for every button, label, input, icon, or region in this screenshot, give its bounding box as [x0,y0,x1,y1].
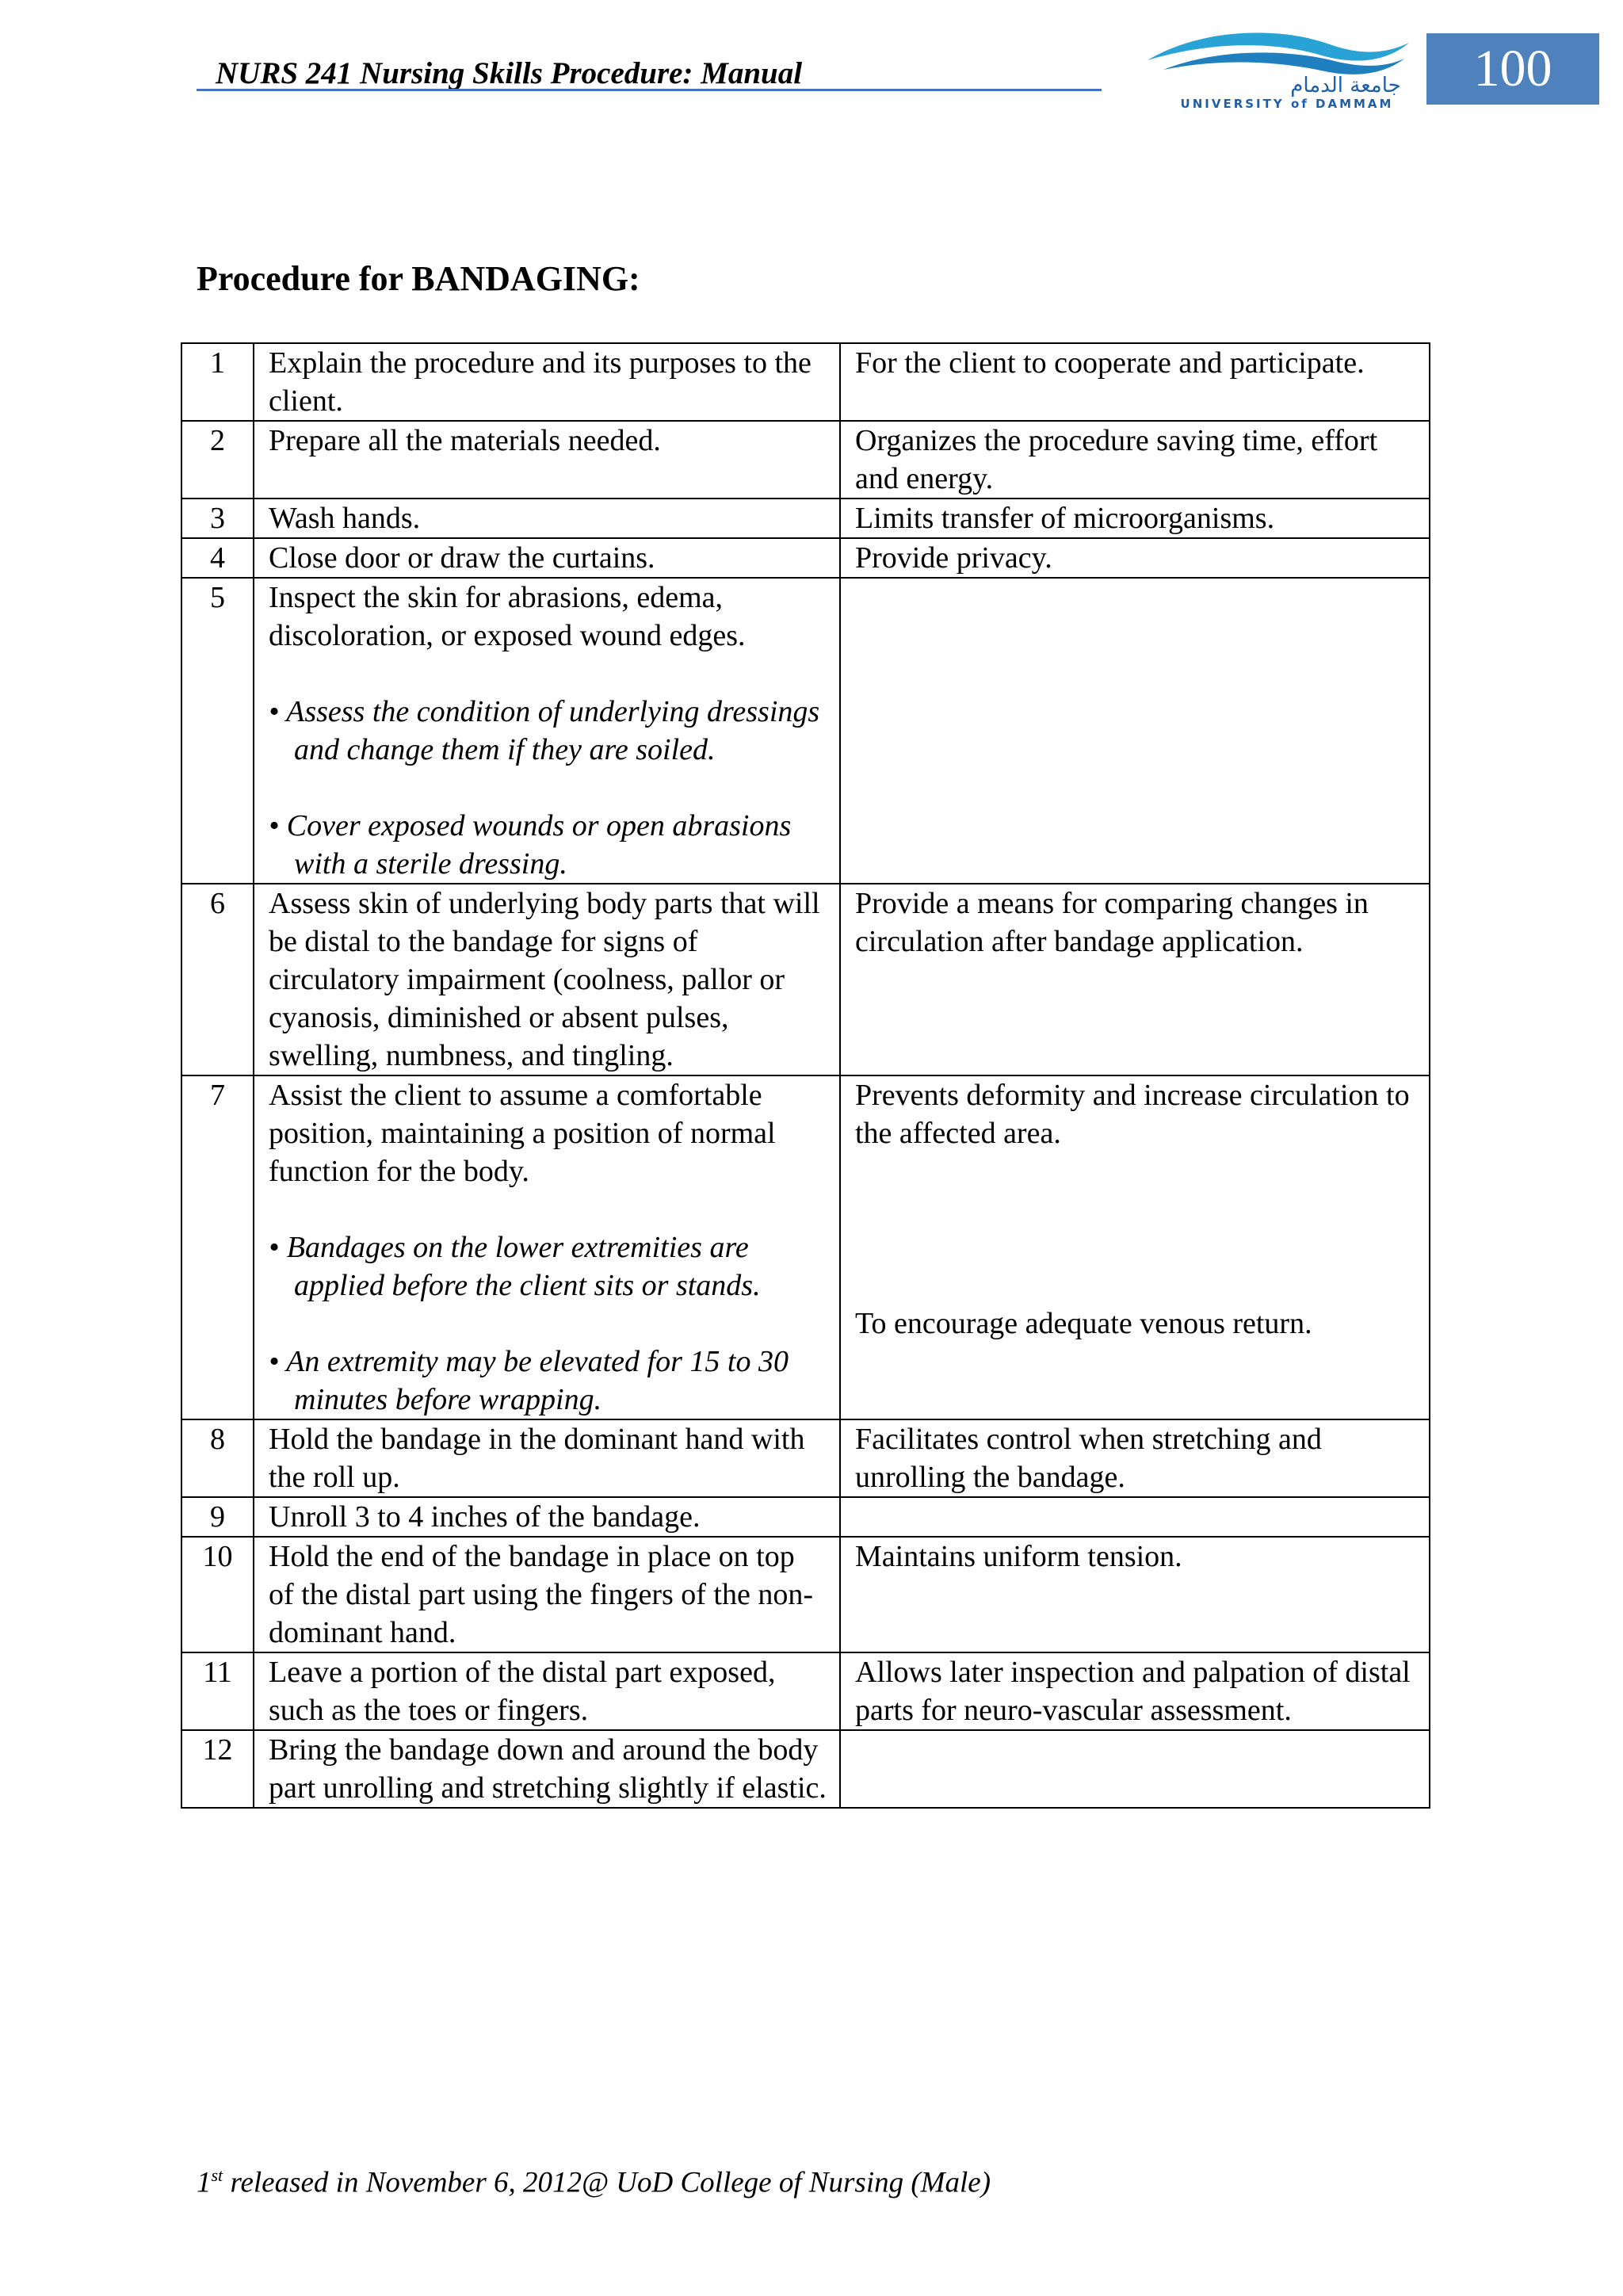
step-action-cell [254,1075,840,1419]
step-action: Wash hands. [254,499,840,538]
footer-note [197,2165,991,2199]
page-number-badge: 100 [1426,33,1599,105]
svg-text:جامعة الدمام: جامعة الدمام [1290,74,1401,97]
step-number: 10 [181,1537,254,1652]
step-action: Close door or draw the curtains. [254,538,840,578]
section-title: Procedure for BANDAGING: [197,259,640,298]
table-row [181,1419,1430,1497]
footer-prefix: 1 [197,2166,212,2199]
header-title: NURS 241 Nursing Skills Procedure: Manual [216,56,803,90]
step-action: Explain the procedure and its purposes to the client. [254,343,840,421]
step-rationale: Allows later inspection and palpation of distal parts for neuro-vascular assessment. [840,1652,1430,1730]
svg-text:UNIVERSITY of DAMMAM: UNIVERSITY of DAMMAM [1180,97,1394,111]
step-action: Leave a portion of the distal part exposed, such as the toes or fingers. [254,1652,840,1730]
step-action: Unroll 3 to 4 inches of the bandage. [254,1497,840,1537]
step-bullet: • An extremity may be elevated for 15 to 30 minutes before wrapping. [269,1345,789,1416]
step-bullet: • Cover exposed wounds or open abrasions with a sterile dressing. [269,809,792,881]
step-bullet: • Bandages on the lower extremities are applied before the client sits or stands. [269,1231,761,1302]
step-number: 8 [181,1419,254,1497]
step-rationale: Maintains uniform tension. [840,1537,1430,1652]
university-logo-icon [1132,25,1426,111]
step-rationale-cell [840,1075,1430,1419]
step-action: Assist the client to assume a comfortable position, maintaining a position of normal function for the body. [269,1079,776,1188]
table-row [181,578,1430,884]
table-row [181,538,1430,578]
procedure-table [181,342,1430,1809]
header-divider [197,89,1102,91]
table-row [181,1537,1430,1652]
step-rationale [840,1497,1430,1537]
step-number: 7 [181,1075,254,1419]
step-number: 1 [181,343,254,421]
step-rationale: Provide a means for comparing changes in circulation after bandage application. [840,884,1430,1075]
table-row [181,421,1430,499]
step-number: 11 [181,1652,254,1730]
step-rationale: Organizes the procedure saving time, effort and energy. [840,421,1430,499]
step-rationale [840,578,1430,884]
step-number: 4 [181,538,254,578]
step-rationale [840,1730,1430,1808]
step-number: 9 [181,1497,254,1537]
step-rationale-secondary: To encourage adequate venous return. [855,1307,1312,1340]
step-action: Prepare all the materials needed. [254,421,840,499]
footer-text: released in November 6, 2012@ UoD College of Nursing (Male) [223,2166,991,2199]
step-bullet: • Assess the condition of underlying dressings and change them if they are soiled. [269,695,820,766]
step-rationale: For the client to cooperate and participate. [840,343,1430,421]
step-rationale: Prevents deformity and increase circulation to the affected area. [855,1079,1410,1150]
step-number: 6 [181,884,254,1075]
step-action: Hold the bandage in the dominant hand with the roll up. [254,1419,840,1497]
table-row [181,499,1430,538]
step-rationale: Limits transfer of microorganisms. [840,499,1430,538]
table-row [181,884,1430,1075]
table-row [181,1075,1430,1419]
step-number: 12 [181,1730,254,1808]
step-rationale: Provide privacy. [840,538,1430,578]
step-action-cell [254,578,840,884]
step-rationale: Facilitates control when stretching and unrolling the bandage. [840,1419,1430,1497]
step-action: Inspect the skin for abrasions, edema, discoloration, or exposed wound edges. [269,581,746,652]
step-number: 3 [181,499,254,538]
footer-superscript: st [211,2165,223,2185]
step-number: 2 [181,421,254,499]
step-action: Bring the bandage down and around the body part unrolling and stretching slightly if elastic. [254,1730,840,1808]
university-logo [1132,25,1426,111]
table-row [181,1497,1430,1537]
step-number: 5 [181,578,254,884]
step-action: Hold the end of the bandage in place on top of the distal part using the fingers of the non-dominant hand. [254,1537,840,1652]
table-row [181,1730,1430,1808]
step-action: Assess skin of underlying body parts that will be distal to the bandage for signs of circulatory impairment (coolness, pallor or cyanosis, diminished or absent pulses, swelling, numbness, and tingling. [254,884,840,1075]
table-row [181,343,1430,421]
table-row [181,1652,1430,1730]
